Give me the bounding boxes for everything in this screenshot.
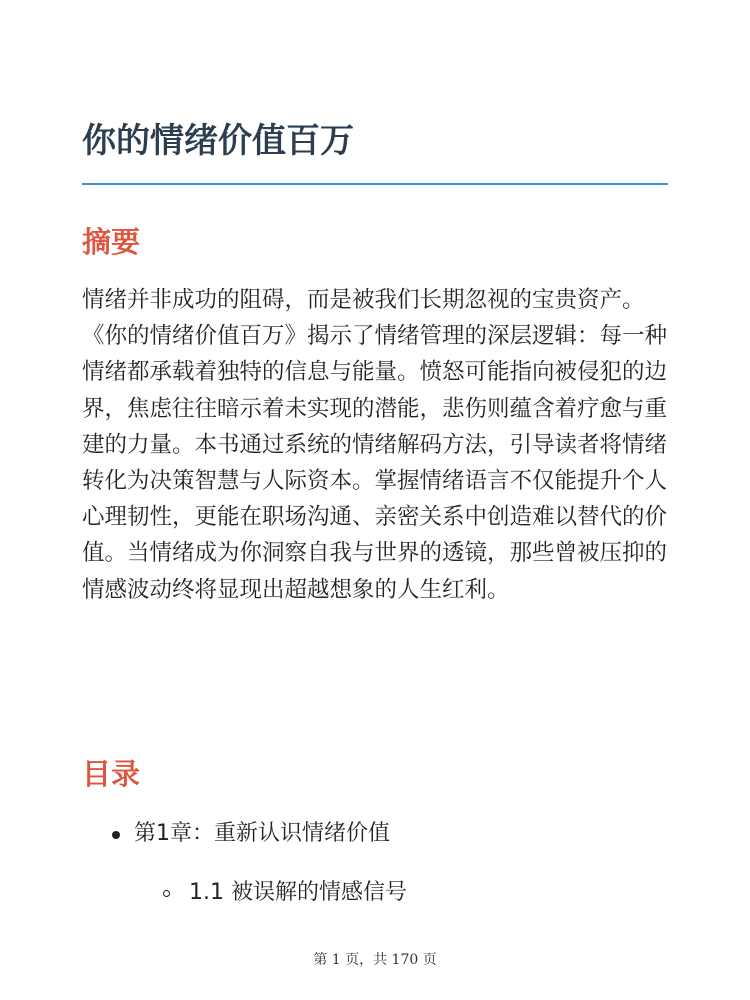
document-title: 你的情绪价值百万	[82, 121, 354, 161]
abstract-paragraph: 情绪并非成功的阻碍，而是被我们长期忽视的宝贵资产。《你的情绪价值百万》揭示了情绪管理的深层逻辑：每一种情绪都承载着独特的信息与能量。愤怒可能指向被侵犯的边界，焦虑往往暗示着未实现的潜能，悲伤则蕴含着疗愈与重建的力量。本书通过系统的情绪解码方法，引导读者将情绪转化为决策智慧与人际资本。掌握情绪语言不仅能提升个人心理韧性，更能在职场沟通、亲密关系中创造难以替代的价值。当情绪成为你洞察自我与世界的透镜，那些曾被压抑的情感波动终将显现出超越想象的人生红利。	[82, 287, 668, 603]
page-number-footer: 第 1 页，共 170 页	[313, 952, 437, 968]
toc-item-label: 1.1 被误解的情感信号	[189, 880, 407, 905]
toc-item-chapter-1	[112, 818, 390, 850]
toc-item-label: 第1章：重新认识情绪价值	[134, 821, 390, 846]
toc-heading: 目录	[82, 757, 141, 791]
bullet-disc-icon	[112, 831, 120, 839]
bullet-circle-icon	[163, 890, 170, 897]
abstract-heading: 摘要	[82, 225, 141, 259]
title-divider	[82, 183, 668, 185]
toc-item-section-1-1	[163, 877, 407, 909]
